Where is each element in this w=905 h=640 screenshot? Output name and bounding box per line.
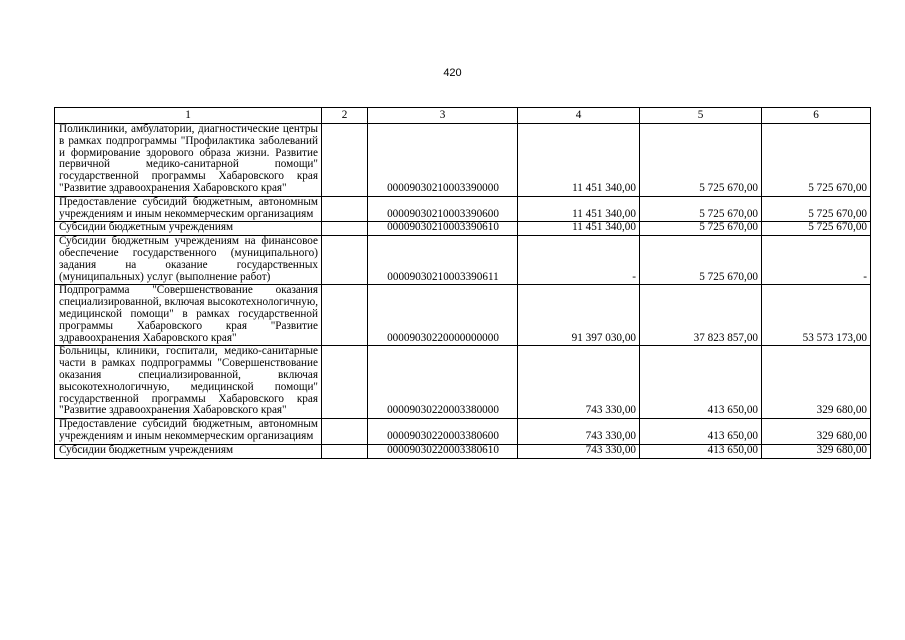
row-value-4: 743 330,00 bbox=[518, 346, 640, 419]
table-row bbox=[55, 285, 871, 346]
column-header-1: 1 bbox=[55, 108, 322, 124]
row-value-4: 11 451 340,00 bbox=[518, 124, 640, 197]
row-value-5: 413 650,00 bbox=[640, 419, 762, 445]
row-name: Предоставление субсидий бюджетным, автономным учреждениям и иным некоммерческим организациям bbox=[55, 196, 322, 222]
row-value-4: 11 451 340,00 bbox=[518, 222, 640, 236]
row-code: 00009030220003380610 bbox=[368, 444, 518, 458]
row-value-6: 5 725 670,00 bbox=[762, 222, 871, 236]
row-value-4: 11 451 340,00 bbox=[518, 196, 640, 222]
row-code: 00009030210003390610 bbox=[368, 222, 518, 236]
row-code: 00009030220003380600 bbox=[368, 419, 518, 445]
row-value-6: 329 680,00 bbox=[762, 444, 871, 458]
row-value-5: 5 725 670,00 bbox=[640, 236, 762, 285]
row-name: Предоставление субсидий бюджетным, автономным учреждениям и иным некоммерческим организациям bbox=[55, 419, 322, 445]
row-code: 00009030210003390611 bbox=[368, 236, 518, 285]
row-value-5: 5 725 670,00 bbox=[640, 222, 762, 236]
row-value-4: - bbox=[518, 236, 640, 285]
row-col2 bbox=[322, 196, 368, 222]
row-value-5: 37 823 857,00 bbox=[640, 285, 762, 346]
table-row bbox=[55, 444, 871, 458]
row-value-6: 329 680,00 bbox=[762, 346, 871, 419]
row-value-4: 743 330,00 bbox=[518, 444, 640, 458]
column-header-3: 3 bbox=[368, 108, 518, 124]
row-code: 00009030220000000000 bbox=[368, 285, 518, 346]
table-row bbox=[55, 222, 871, 236]
row-value-6: 329 680,00 bbox=[762, 419, 871, 445]
row-col2 bbox=[322, 444, 368, 458]
row-col2 bbox=[322, 419, 368, 445]
row-code: 00009030220003380000 bbox=[368, 346, 518, 419]
row-name: Больницы, клиники, госпитали, медико-санитарные части в рамках подпрограммы "Совершенствование оказания специализированной, включая высокотехнологичную, медицинской помощи" государственной программы Хабаровского края "Развитие здравоохранения Хабаровского края" bbox=[55, 346, 322, 419]
column-header-5: 5 bbox=[640, 108, 762, 124]
row-value-4: 743 330,00 bbox=[518, 419, 640, 445]
table-row bbox=[55, 196, 871, 222]
row-value-5: 5 725 670,00 bbox=[640, 124, 762, 197]
row-value-5: 413 650,00 bbox=[640, 346, 762, 419]
row-value-5: 5 725 670,00 bbox=[640, 196, 762, 222]
budget-table bbox=[54, 107, 871, 459]
column-header-6: 6 bbox=[762, 108, 871, 124]
row-col2 bbox=[322, 346, 368, 419]
table-row bbox=[55, 346, 871, 419]
column-header-4: 4 bbox=[518, 108, 640, 124]
row-code: 00009030210003390600 bbox=[368, 196, 518, 222]
row-value-6: 5 725 670,00 bbox=[762, 124, 871, 197]
row-value-6: - bbox=[762, 236, 871, 285]
row-code: 00009030210003390000 bbox=[368, 124, 518, 197]
header-row bbox=[55, 108, 871, 124]
table-row bbox=[55, 124, 871, 197]
row-value-6: 53 573 173,00 bbox=[762, 285, 871, 346]
column-header-2: 2 bbox=[322, 108, 368, 124]
row-col2 bbox=[322, 285, 368, 346]
row-col2 bbox=[322, 236, 368, 285]
table-row bbox=[55, 419, 871, 445]
row-name: Субсидии бюджетным учреждениям bbox=[55, 444, 322, 458]
row-name: Субсидии бюджетным учреждениям bbox=[55, 222, 322, 236]
row-col2 bbox=[322, 124, 368, 197]
row-name: Поликлиники, амбулатории, диагностические центры в рамках подпрограммы "Профилактика заболеваний и формирование здорового образа жизни. Развитие первичной медико-санитарной помощи" государственной программы Хабаровского края "Развитие здравоохранения Хабаровского края" bbox=[55, 124, 322, 197]
page-number: 420 bbox=[443, 67, 462, 79]
table-row bbox=[55, 236, 871, 285]
row-value-5: 413 650,00 bbox=[640, 444, 762, 458]
row-col2 bbox=[322, 222, 368, 236]
row-name: Подпрограмма "Совершенствование оказания специализированной, включая высокотехнологичную, медицинской помощи" в рамках государственной программы Хабаровского края "Развитие здравоохранения Хабаровского края" bbox=[55, 285, 322, 346]
row-value-4: 91 397 030,00 bbox=[518, 285, 640, 346]
row-name: Субсидии бюджетным учреждениям на финансовое обеспечение государственного (муниципального) задания на оказание государственных (муниципальных) услуг (выполнение работ) bbox=[55, 236, 322, 285]
row-value-6: 5 725 670,00 bbox=[762, 196, 871, 222]
